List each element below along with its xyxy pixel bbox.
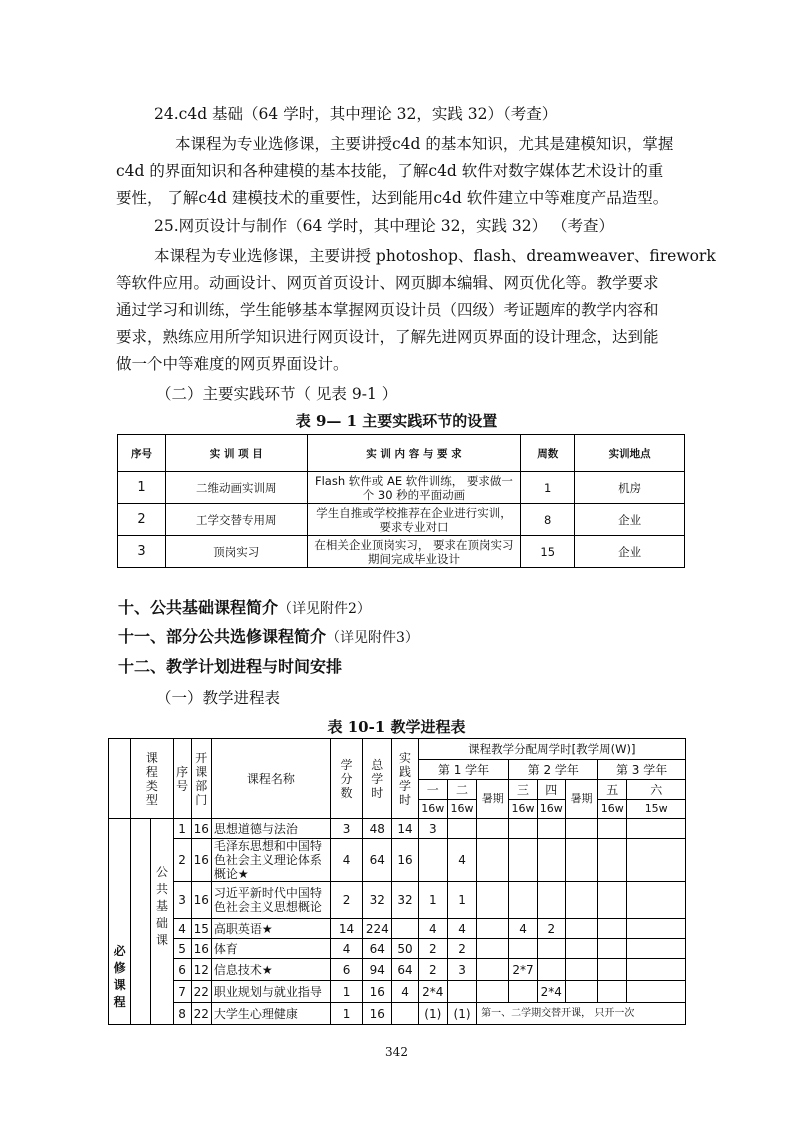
row-name: 大学生心理健康 — [211, 1003, 330, 1025]
header-category — [131, 739, 173, 819]
row-s5 — [598, 882, 627, 919]
row-summer1 — [477, 939, 509, 959]
practice-heading: （二）主要实践环节（ 见表 9-1 ） — [156, 385, 398, 403]
row-no: 4 — [173, 919, 191, 939]
table-row — [109, 882, 686, 919]
row-weeks: 1 — [521, 472, 575, 504]
row-s2: 4 — [447, 919, 476, 939]
row-total: 64 — [363, 939, 392, 959]
row-summer1 — [477, 919, 509, 939]
row-credits: 4 — [330, 839, 362, 882]
row-no: 3 — [173, 882, 191, 919]
row-name: 思想道德与法治 — [211, 819, 330, 839]
row-practice: 14 — [392, 819, 418, 839]
row-s5 — [598, 959, 627, 981]
row-s3: 2*7 — [509, 959, 537, 981]
row-no: 2 — [173, 839, 191, 882]
row-s5 — [598, 939, 627, 959]
row-content: Flash 软件或 AE 软件训练， 要求做一个 30 秒的平面动画 — [307, 472, 521, 504]
row-s4 — [537, 839, 565, 882]
row-s5 — [598, 919, 627, 939]
course-25-line3: 通过学习和训练，学生能够基本掌握网页设计员（四级）考证题库的教学内容和 — [116, 301, 659, 319]
header-sem4: 四 — [537, 780, 565, 800]
row-s2: 2 — [447, 939, 476, 959]
row-dept: 15 — [191, 919, 211, 939]
row-s3 — [509, 882, 537, 919]
table-row — [118, 472, 685, 504]
row-s1: (1) — [418, 1003, 447, 1025]
row-s3 — [509, 939, 537, 959]
row-weeks: 8 — [521, 504, 575, 536]
row-summer1 — [477, 981, 509, 1003]
row-s5 — [598, 819, 627, 839]
row-s4: 2*4 — [537, 981, 565, 1003]
row-weeks: 15 — [521, 536, 575, 568]
row-summer2 — [565, 839, 597, 882]
row-no: 1 — [173, 819, 191, 839]
row-summer2 — [565, 919, 597, 939]
header-sem6: 六 — [627, 780, 686, 800]
row-total: 48 — [363, 819, 392, 839]
header-summer2: 暑期 — [565, 780, 597, 819]
row-no: 3 — [118, 536, 166, 568]
row-name: 职业规划与就业指导 — [211, 981, 330, 1003]
header-sem1: 一 — [418, 780, 447, 800]
row-s1: 4 — [418, 919, 447, 939]
group-required — [109, 819, 131, 1025]
row-dept: 16 — [191, 882, 211, 919]
group-blank — [131, 819, 151, 1025]
row-s6 — [627, 981, 686, 1003]
group-public-label: 公共基础课 — [155, 865, 168, 947]
header-no-label: 序号 — [176, 764, 189, 793]
row-s5 — [598, 839, 627, 882]
header-category-label: 课程类型 — [145, 750, 158, 807]
row-s2: 4 — [447, 839, 476, 882]
row-s3 — [509, 981, 537, 1003]
header-total-label: 总学时 — [371, 757, 384, 800]
row-practice: 64 — [392, 959, 418, 981]
row-s6 — [627, 959, 686, 981]
row-s6 — [627, 882, 686, 919]
row-practice: 4 — [392, 981, 418, 1003]
row-name: 信息技术★ — [211, 959, 330, 981]
row-summer1 — [477, 839, 509, 882]
header-content: 实 训 内 容 与 要 求 — [307, 435, 521, 472]
header-dept-label: 开课部门 — [195, 750, 208, 807]
row-no: 8 — [173, 1003, 191, 1025]
header-practice-label: 实践学时 — [399, 750, 412, 807]
row-s4 — [537, 959, 565, 981]
header-credits — [330, 739, 362, 819]
course-25-line2: 等软件应用。动画设计、网页首页设计、网页脚本编辑、网页优化等。教学要求 — [116, 274, 659, 292]
row-no: 2 — [118, 504, 166, 536]
section-11-note: （详见附件3） — [326, 630, 419, 646]
header-sem2: 二 — [447, 780, 476, 800]
row-credits: 14 — [330, 919, 362, 939]
header-w4: 16w — [537, 800, 565, 819]
course-24-line1: 本课程为专业选修课，主要讲授c4d 的基本知识，尤其是建模知识，掌握 — [175, 135, 674, 153]
row-no: 1 — [118, 472, 166, 504]
practice-table — [117, 434, 685, 568]
row-name: 高职英语★ — [211, 919, 330, 939]
header-dept — [191, 739, 211, 819]
row-credits: 6 — [330, 959, 362, 981]
section-10-title: 十、公共基础课程简介 — [118, 598, 279, 617]
row-no: 7 — [173, 981, 191, 1003]
header-sem3: 三 — [509, 780, 537, 800]
row-s6 — [627, 819, 686, 839]
row-s1: 1 — [418, 882, 447, 919]
row-content: 在相关企业顶岗实习， 要求在顶岗实习期间完成毕业设计 — [307, 536, 521, 568]
row-s4 — [537, 882, 565, 919]
row-practice — [392, 919, 418, 939]
row-project: 二维动画实训周 — [165, 472, 307, 504]
row-no: 6 — [173, 959, 191, 981]
row-s4 — [537, 819, 565, 839]
row-credits: 1 — [330, 981, 362, 1003]
course-25-line1: 本课程为专业选修课，主要讲授 photoshop、flash、dreamweaver、firework — [154, 247, 716, 265]
course-24-title: 24.c4d 基础（64 学时，其中理论 32，实践 32）（考查） — [154, 105, 558, 123]
header-w1: 16w — [418, 800, 447, 819]
course-25-line4: 要求，熟练应用所学知识进行网页设计，了解先进网页界面的设计理念，达到能 — [116, 328, 659, 346]
row-total: 16 — [363, 1003, 392, 1025]
row-dept: 16 — [191, 939, 211, 959]
table-row — [109, 839, 686, 882]
row-total: 32 — [363, 882, 392, 919]
row-s3: 4 — [509, 919, 537, 939]
section-10-note: （详见附件2） — [278, 601, 371, 617]
row-no: 5 — [173, 939, 191, 959]
header-project: 实 训 项 目 — [165, 435, 307, 472]
header-blank — [109, 739, 131, 819]
table-row — [109, 819, 686, 839]
row-s1 — [418, 839, 447, 882]
row-summer1 — [477, 819, 509, 839]
header-row-1 — [109, 739, 686, 760]
section-11-title: 十一、部分公共选修课程简介 — [118, 627, 327, 646]
row-s2: 1 — [447, 882, 476, 919]
row-s1: 2*4 — [418, 981, 447, 1003]
table-header-row — [118, 435, 685, 472]
header-summer1: 暑期 — [477, 780, 509, 819]
row-summer2 — [565, 959, 597, 981]
table-row — [109, 939, 686, 959]
row-summer1 — [477, 959, 509, 981]
section-10-heading — [118, 598, 371, 619]
row-s5 — [598, 981, 627, 1003]
row-dept: 12 — [191, 959, 211, 981]
header-year1: 第 1 学年 — [418, 760, 509, 780]
row-summer1 — [477, 882, 509, 919]
row-practice: 16 — [392, 839, 418, 882]
row-name: 毛泽东思想和中国特色社会主义理论体系概论★ — [211, 839, 330, 882]
row-practice: 32 — [392, 882, 418, 919]
header-weeks: 周数 — [521, 435, 575, 472]
table1-caption: 表 9— 1 主要实践环节的设置 — [295, 412, 498, 430]
header-total — [363, 739, 392, 819]
group-public — [151, 819, 173, 1025]
row-content: 学生自推或学校推荐在企业进行实训， 要求专业对口 — [307, 504, 521, 536]
course-25-title: 25.网页设计与制作（64 学时，其中理论 32，实践 32） （考查） — [154, 217, 615, 235]
row-note: 第一、二学期交替开课， 只开一次 — [477, 1003, 686, 1025]
row-summer2 — [565, 819, 597, 839]
header-sem5: 五 — [598, 780, 627, 800]
header-practice — [392, 739, 418, 819]
section-11-heading — [118, 627, 419, 648]
header-no: 序号 — [118, 435, 166, 472]
row-s3 — [509, 819, 537, 839]
row-s4: 2 — [537, 919, 565, 939]
row-project: 工学交替专用周 — [165, 504, 307, 536]
table-row — [118, 504, 685, 536]
header-w3: 16w — [509, 800, 537, 819]
row-s1: 2 — [418, 959, 447, 981]
header-no — [173, 739, 191, 819]
row-s2 — [447, 981, 476, 1003]
course-24-line2: c4d 的界面知识和各种建模的基本技能，了解c4d 软件对数字媒体艺术设计的重 — [116, 162, 664, 180]
row-s6 — [627, 939, 686, 959]
table2-caption: 表 10-1 教学进程表 — [327, 718, 466, 736]
row-dept: 16 — [191, 839, 211, 882]
table-row — [109, 919, 686, 939]
table-row — [109, 981, 686, 1003]
row-credits: 1 — [330, 1003, 362, 1025]
header-place: 实训地点 — [575, 435, 685, 472]
header-w6: 15w — [627, 800, 686, 819]
row-practice: 50 — [392, 939, 418, 959]
row-s1: 3 — [418, 819, 447, 839]
header-name: 课程名称 — [211, 739, 330, 819]
row-summer2 — [565, 981, 597, 1003]
row-s1: 2 — [418, 939, 447, 959]
row-name: 体育 — [211, 939, 330, 959]
table-row — [118, 536, 685, 568]
row-dept: 16 — [191, 819, 211, 839]
header-distribution: 课程教学分配周学时[教学周(W)] — [418, 739, 685, 760]
header-w2: 16w — [447, 800, 476, 819]
row-total: 94 — [363, 959, 392, 981]
row-credits: 4 — [330, 939, 362, 959]
table-row — [109, 959, 686, 981]
row-practice — [392, 1003, 418, 1025]
row-credits: 3 — [330, 819, 362, 839]
row-credits: 2 — [330, 882, 362, 919]
row-dept: 22 — [191, 981, 211, 1003]
row-place: 企业 — [575, 504, 685, 536]
course-25-line5: 做一个中等难度的网页界面设计。 — [116, 355, 349, 373]
section-12-heading: 十二、教学计划进程与时间安排 — [118, 657, 343, 676]
row-place: 企业 — [575, 536, 685, 568]
row-total: 224 — [363, 919, 392, 939]
table-row — [109, 1003, 686, 1025]
schedule-table — [108, 738, 686, 1025]
row-s2: 3 — [447, 959, 476, 981]
row-total: 64 — [363, 839, 392, 882]
row-s3 — [509, 839, 537, 882]
row-total: 16 — [363, 981, 392, 1003]
header-credits-label: 学分数 — [340, 757, 353, 800]
row-project: 顶岗实习 — [165, 536, 307, 568]
page-number: 342 — [385, 1045, 408, 1059]
header-year3: 第 3 学年 — [598, 760, 686, 780]
row-s4 — [537, 939, 565, 959]
header-year2: 第 2 学年 — [509, 760, 598, 780]
group-required-label: 必修课程 — [113, 943, 126, 1009]
row-s6 — [627, 919, 686, 939]
row-summer2 — [565, 882, 597, 919]
row-name: 习近平新时代中国特色社会主义思想概论 — [211, 882, 330, 919]
row-dept: 22 — [191, 1003, 211, 1025]
course-24-line3: 要性， 了解c4d 建模技术的重要性，达到能用c4d 软件建立中等难度产品造型。 — [116, 189, 669, 207]
row-s2 — [447, 819, 476, 839]
subsection-heading: （一）教学进程表 — [156, 689, 281, 707]
row-s6 — [627, 839, 686, 882]
row-s2: (1) — [447, 1003, 476, 1025]
header-w5: 16w — [598, 800, 627, 819]
row-summer2 — [565, 939, 597, 959]
row-place: 机房 — [575, 472, 685, 504]
